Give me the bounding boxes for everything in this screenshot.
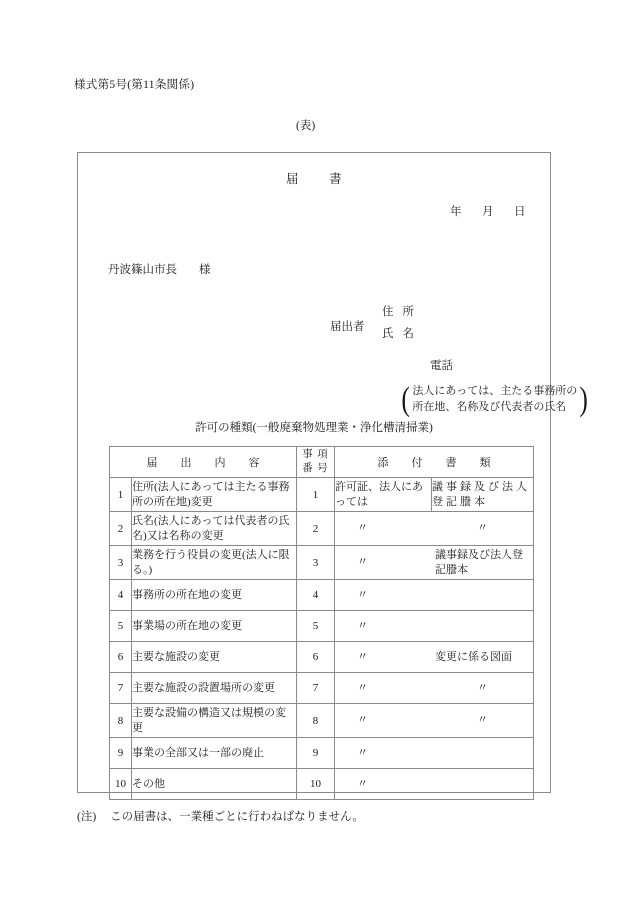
row-attachment-inner: [335, 777, 533, 792]
row-description: 事務所の所在地の変更: [132, 580, 297, 611]
row-number: 2: [110, 512, 132, 546]
table-header-row: [110, 447, 534, 478]
row-attachment-inner: [335, 650, 533, 665]
header-attachments-label: 添 付 書 類: [377, 457, 497, 469]
row-attachment-primary: 〃: [357, 588, 368, 601]
table-row: [110, 642, 534, 673]
row-attachment-secondary: 変更に係る図面: [435, 650, 512, 663]
row-attachment: [335, 611, 534, 642]
header-description: [110, 447, 297, 478]
date-line: [450, 203, 526, 219]
row-attachment-primary: 〃: [357, 777, 368, 790]
row-attachment-inner: [335, 746, 533, 761]
row-attachment-primary: 〃: [357, 746, 368, 759]
row-attachment-primary: 〃: [357, 714, 368, 726]
table-row: [110, 512, 534, 546]
row-description: 住所(法人にあっては主たる事務所の所在地)変更: [132, 478, 297, 512]
row-description: 事業の全部又は一部の廃止: [132, 738, 297, 769]
row-item-number: 3: [297, 546, 335, 580]
brace-right-icon: ): [579, 381, 589, 418]
row-attachment-inner: [335, 548, 533, 578]
header-item-number: [297, 447, 335, 478]
row-number: 6: [110, 642, 132, 673]
row-attachment-secondary: 議事録及び法人登記謄本: [435, 548, 523, 576]
corporate-note-lines: [411, 383, 578, 417]
brace-left-icon: (: [401, 381, 410, 418]
row-item-number: 7: [297, 673, 335, 704]
row-item-number: 4: [297, 580, 335, 611]
row-attachment-secondary: 〃: [477, 681, 488, 694]
footer-note-text: この届書は、一業種ごとに行わねばなりません。: [110, 811, 364, 823]
header-item-number-line-2: 番 号: [302, 463, 329, 474]
submitter-name-label-a: 氏: [382, 328, 394, 340]
row-attachment-primary: 〃: [357, 556, 368, 568]
row-attachment-inner: [335, 619, 533, 634]
row-number: 9: [110, 738, 132, 769]
table-row: [110, 738, 534, 769]
submitter-label: 届出者: [330, 321, 365, 333]
footer-note-marker: (注): [77, 811, 97, 823]
row-number: 5: [110, 611, 132, 642]
table-row: [110, 673, 534, 704]
permit-type-heading: 許可の種類(一般廃棄物処理業・浄化槽清掃業): [195, 422, 433, 434]
row-description: 業務を行う役員の変更(法人に限る。): [132, 546, 297, 580]
row-number: 10: [110, 769, 132, 800]
row-attachment-secondary: 議事録及び法人登記謄本: [432, 478, 534, 512]
row-number: 1: [110, 478, 132, 512]
row-item-number: 6: [297, 642, 335, 673]
addressee-line: [108, 261, 211, 277]
table-row: [110, 580, 534, 611]
row-attachment-primary: 〃: [357, 522, 368, 534]
footer-note: [77, 808, 364, 824]
row-item-number: 9: [297, 738, 335, 769]
date-day-label: 日: [514, 206, 526, 218]
row-attachment: [335, 673, 534, 704]
document-title: [78, 169, 550, 187]
addressee-honorific: 様: [199, 264, 211, 276]
row-attachment-primary: 〃: [357, 650, 368, 663]
addressee-name: 丹波篠山市長: [108, 264, 177, 276]
row-attachment: [335, 512, 534, 546]
document-title-left: 届: [285, 172, 299, 186]
notification-table-wrap: [109, 446, 533, 800]
row-attachment: [335, 546, 534, 580]
table-row: [110, 704, 534, 738]
row-number: 7: [110, 673, 132, 704]
row-item-number: 8: [297, 704, 335, 738]
row-item-number: 10: [297, 769, 335, 800]
submitter-address-label-b: 所: [402, 306, 414, 318]
row-number: 3: [110, 546, 132, 580]
date-year-label: 年: [450, 206, 462, 218]
row-attachment: [335, 769, 534, 800]
submitter-fields: [382, 301, 532, 345]
notification-table-body: [110, 447, 534, 800]
form-outer-box: [77, 152, 589, 793]
row-attachment-inner: [335, 521, 533, 536]
sheet-side-label: (表): [296, 120, 316, 132]
submitter-name-row: [382, 323, 532, 345]
row-attachment: [335, 738, 534, 769]
table-row: [110, 546, 534, 580]
row-attachment-primary: 〃: [357, 681, 368, 694]
submitter-address-label-a: 住: [382, 306, 394, 318]
row-number: 4: [110, 580, 132, 611]
date-month-label: 月: [482, 206, 494, 218]
row-description: 主要な施設の設置場所の変更: [132, 673, 297, 704]
submitter-address-row: [382, 301, 532, 323]
row-item-number: 1: [297, 478, 335, 512]
submitter-phone-label: 電話: [430, 360, 453, 372]
table-row: [110, 478, 534, 512]
corporate-note-line-1: 法人にあっては、主たる事務所の: [412, 385, 578, 397]
row-attachment-primary: 〃: [357, 619, 368, 632]
submitter-name-label-b: 名: [402, 328, 414, 340]
header-description-label: 届 出 内 容: [146, 457, 266, 469]
row-description: 主要な設備の構造又は規模の変更: [132, 704, 297, 738]
corporate-note: [400, 383, 590, 417]
row-attachment-primary: 許可証、法人にあっては: [335, 478, 432, 512]
row-attachment-secondary: 〃: [477, 522, 488, 534]
row-description: 氏名(法人にあっては代表者の氏名)又は名称の変更: [132, 512, 297, 546]
table-row: [110, 769, 534, 800]
row-item-number: 5: [297, 611, 335, 642]
row-attachment: [335, 642, 534, 673]
row-attachment: [335, 704, 534, 738]
table-row: [110, 611, 534, 642]
form-code-label: 様式第5号(第11条関係): [74, 79, 195, 91]
document-title-right: 書: [329, 172, 343, 186]
header-item-number-line-1: 事 項: [302, 449, 329, 460]
row-attachment-secondary: 〃: [477, 714, 488, 726]
row-item-number: 2: [297, 512, 335, 546]
corporate-note-line-2: 所在地、名称及び代表者の氏名: [412, 401, 567, 413]
row-attachment-inner: [335, 713, 533, 728]
row-attachment-inner: [335, 588, 533, 603]
row-description: 主要な施設の変更: [132, 642, 297, 673]
row-description: その他: [132, 769, 297, 800]
row-attachment: [335, 580, 534, 611]
row-description: 事業場の所在地の変更: [132, 611, 297, 642]
row-number: 8: [110, 704, 132, 738]
notification-table: [109, 446, 534, 800]
row-attachment-inner: [335, 681, 533, 696]
header-attachments: [335, 447, 534, 478]
